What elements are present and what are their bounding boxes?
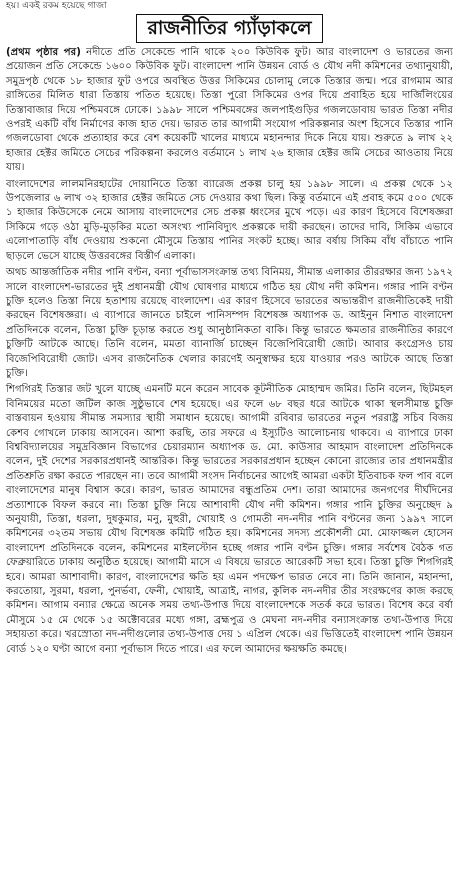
previous-column-fragment: হয়। একই রকম হয়েছে গাজা — [6, 1, 107, 11]
article-paragraph — [6, 46, 453, 176]
article-body — [6, 46, 453, 657]
paragraph-text: নদীতে প্রতি সেকেন্ডে পানি থাকে ২০০ কিউবিক ফুট। আর বাংলাদেশ ও ভারতের জন্য প্রয়োজন প্রতি সেকেন্ডে ১৬০০ কিউবিক ফুট। বাংলাদেশ পানি উন্নয়ন বোর্ড ও যৌথ নদী কমিশনের তথ্যানুযায়ী, সমুদ্রপৃষ্ঠ থেকে ১৮ হাজার ফুট ওপরে অবস্থিত উত্তর সিকিমের চোলামু লেকে তিস্তার জন্ম। পরে রাগমাম আর রাঙ্গিতের মিলিত ধারা তিস্তায় পতিত হয়েছে। তিস্তা পুরো সিকিমের ওপর দিয়ে প্রবাহিত হয়ে দার্জিলিংয়ের তিস্তাবাজার দিয়ে পশ্চিমবঙ্গে ঢোকে। ১৯৯৮ সালে পশ্চিমবঙ্গের জলপাইগুড়ির গজলডোবায় ভারত তিস্তা নদীর ওপরই একটি বাঁধ নির্মাণের কাজ হাত দেয়। ভারত তার আগামী সংযোগ পরিকল্পনার অংশ হিসেবে তিস্তার পানি গজলডোবা থেকে প্রত্যাহার করে বেশ কয়েকটি খালের মাধ্যমে মহানন্দার দিকে নিয়ে যায়। শুরুতে ৯ লাখ ২২ হাজার হেক্টর জমিতে সেচের পরিকল্পনা করলেও বর্তমানে ১ লাখ ২৬ হাজার হেক্টর জমি সেচের আওতায় নিয়ে যায়। — [6, 47, 453, 174]
article-headline: রাজনীতির গ্যাঁড়াকলে — [136, 14, 322, 43]
headline-container — [6, 14, 453, 43]
article-paragraph: বাংলাদেশের লালমনিরহাটের দোয়ানিতে তিস্তা ব্যারেজ প্রকল্প চালু হয় ১৯৯৮ সালে। এ প্রকল্প থেকে ১২ উপজেলার ৬ লাখ ৩২ হাজার হেক্টর জমিতে সেচ দেওয়ার কথা ছিল। কিন্তু বর্তমানে এই প্রবাহ কমে ৫০০ থেকে ১ হাজার কিউসেকে নেমে আসায় বাংলাদেশের সেচ প্রকল্প ধ্বংসের মুখে পড়ে। এর কারণ হিসেবে বিশেষজ্ঞরা সিকিমে গড়ে ওঠা মুড়ি-মুড়কির মতো অসংখ্য পানিবিদ্যুৎ প্রকল্পকে দায়ী করছেন। তাদের দাবি, সিকিম এভাবে এলোপাতাড়ি বাঁধ দেওয়ায় শুকনো মৌসুমে তিস্তায় পানির সংকট হচ্ছে। আর বর্ষায় সিকিম বাঁধ বাঁচাতে পানি ছাড়লে ভেসে যাচ্ছে উত্তরবঙ্গের বিস্তীর্ণ এলাকা। — [6, 178, 453, 262]
article-paragraph: অথচ আন্তর্জাতিক নদীর পানি বণ্টন, বন্যা পূর্বাভাসসংক্রান্ত তথ্য বিনিময়, সীমান্ত এলাকার তীররক্ষার জন্য ১৯৭২ সালে বাংলাদেশ-ভারতের দুই প্রধানমন্ত্রী যৌথ ঘোষণার মাধ্যমে গঠিত হয় যৌথ নদী কমিশন। গঙ্গার পানি বণ্টন চুক্তি হলেও তিস্তা নিয়ে হতাশায় রয়েছে বাংলাদেশ। এর কারণ হিসেবে ভারতের অভ্যন্তরীণ রাজনীতিকেই দায়ী করছেন বিশেষজ্ঞরা। এ ব্যাপারে জানতে চাইলে পানিসম্পদ বিশেষজ্ঞ অধ্যাপক ড. আইনুন নিশাত বাংলাদেশ প্রতিদিনকে বলেন, তিস্তা চুক্তি চূড়ান্ত করতে শুধু আনুষ্ঠানিকতা বাকি। কিন্তু ভারতে ক্ষমতার রাজনীতির কারণে চুক্তিটি আটকে আছে। তিনি বলেন, মমতা ব্যানার্জি চাচ্ছেন বিজেপিবিরোধী জোট। আবার কংগ্রেসও চায় বিজেপিবিরোধী জোট। এসব রাজনৈতিক খেলার কারণেই অনুস্বাক্ষর হয়ে যাওয়ার পরও আটকে আছে তিস্তা চুক্তি। — [6, 267, 453, 379]
article-paragraph: শিগগিরই তিস্তার জট খুলে যাচ্ছে এমনটি মনে করেন সাবেক কূটনীতিক মোহাম্মদ জমির। তিনি বলেন, ছিটমহল বিনিময়ের মতো জটিল কাজ সুষ্ঠুভাবে শেষ হয়েছে। এর ফলে ৬৮ বছর ধরে আটকে থাকা স্থলসীমান্ত চুক্তি বাস্তবায়ন হওয়ায় সীমান্ত সমস্যার স্থায়ী সমাধান হয়েছে। আগামী রবিবার ভারতের নতুন পররাষ্ট্র সচিব বিজয় কেশব গোখলে ঢাকায় আসবেন। আশা করছি, তার সফরে এ ইস্যুটিও আলোচনায় থাকবে। এ ব্যাপারে ঢাকা বিশ্ববিদ্যালয়ের সমুদ্রবিজ্ঞান বিভাগের চেয়ারম্যান অধ্যাপক ড. মো. কাউসার আহমাদ বাংলাদেশ প্রতিদিনকে বলেন, দুই দেশের সরকারপ্রধানই আন্তরিক। কিন্তু ভারতের সরকারপ্রধান হচ্ছেন কোনো রাজ্যের তার প্রধানমন্ত্রীর প্রতিশ্রুতি রক্ষা করতে পারছেন না। তবে আগামী সংসদ নির্বাচনের আগেই আমরা একটা ইতিবাচক ফল পাব বলে বাংলাদেশের মানুষ বিশ্বাস করে। কারণ, ভারত আমাদের বন্ধুপ্রতিম দেশ। তারা আমাদের জনগণের দীর্ঘদিনের প্রত্যাশাকে বিফল করবে না। তিস্তা চুক্তি নিয়ে আশাবাদী যৌথ নদী কমিশন। গঙ্গার পানি চুক্তির অনুচ্ছেদ ৯ অনুযায়ী, তিস্তা, ধরলা, দুধকুমার, মনু, মুহুরী, খোয়াই ও গোমতী নদ-নদীর পানি বণ্টনের জন্য ১৯৯৭ সালে কমিশনের ৩২তম সভায় যৌথ বিশেষজ্ঞ কমিটি গঠিত হয়। কমিশনের সদস্য প্রকৌশলী মো. মোফাজ্জল হোসেন বাংলাদেশ প্রতিদিনকে বলেন, কমিশনের মাইলস্টোন হচ্ছে গঙ্গার পানি বণ্টন চুক্তি। গঙ্গার সর্বশেষ বৈঠক গত ফেব্রুয়ারিতে ঢাকায় অনুষ্ঠিত হয়েছে। আগামী মাসে এ বিষয়ে ভারতে আরেকটি সভা হবে। তিস্তা চুক্তি শিগগিরই হবে। আমরা আশাবাদী। কারণ, বাংলাদেশের ক্ষতি হয় এমন পদক্ষেপ ভারত নেবে না। তিনি জানান, মহানন্দা, করতোয়া, সুরমা, ধরলা, পুনর্ভবা, ফেনী, খোয়াই, আত্রাই, নাগর, কুলিক নদ-নদীর তীর সংরক্ষণের কাজ করছে কমিশন। আগাম বন্যার ক্ষেত্রে অনেক সময় তথ্য-উপাত্ত দিয়ে বাংলাদেশকে সতর্ক করে ভারত। বিশেষ করে বর্ষা মৌসুমে ১৫ মে থেকে ১৫ অক্টোবরের মধ্যে গঙ্গা, ব্রহ্মপুত্র ও মেঘনা নদ-নদীর বন্যাসংক্রান্ত তথ্য-উপাত্ত দিয়ে সহায়তা করে। খরস্রোতা নদ-নদীগুলোর তথ্য-উপাত্ত দেয় ১ এপ্রিল থেকে। এর ভিত্তিতেই বাংলাদেশ পানি উন্নয়ন বোর্ড ১২০ ঘণ্টা আগে বন্যা পূর্বাভাস দিতে পারে। এর ফলে আমাদের ক্ষয়ক্ষতি কমছে। — [6, 384, 453, 655]
continued-label: (প্রথম পৃষ্ঠার পর) — [6, 47, 81, 58]
